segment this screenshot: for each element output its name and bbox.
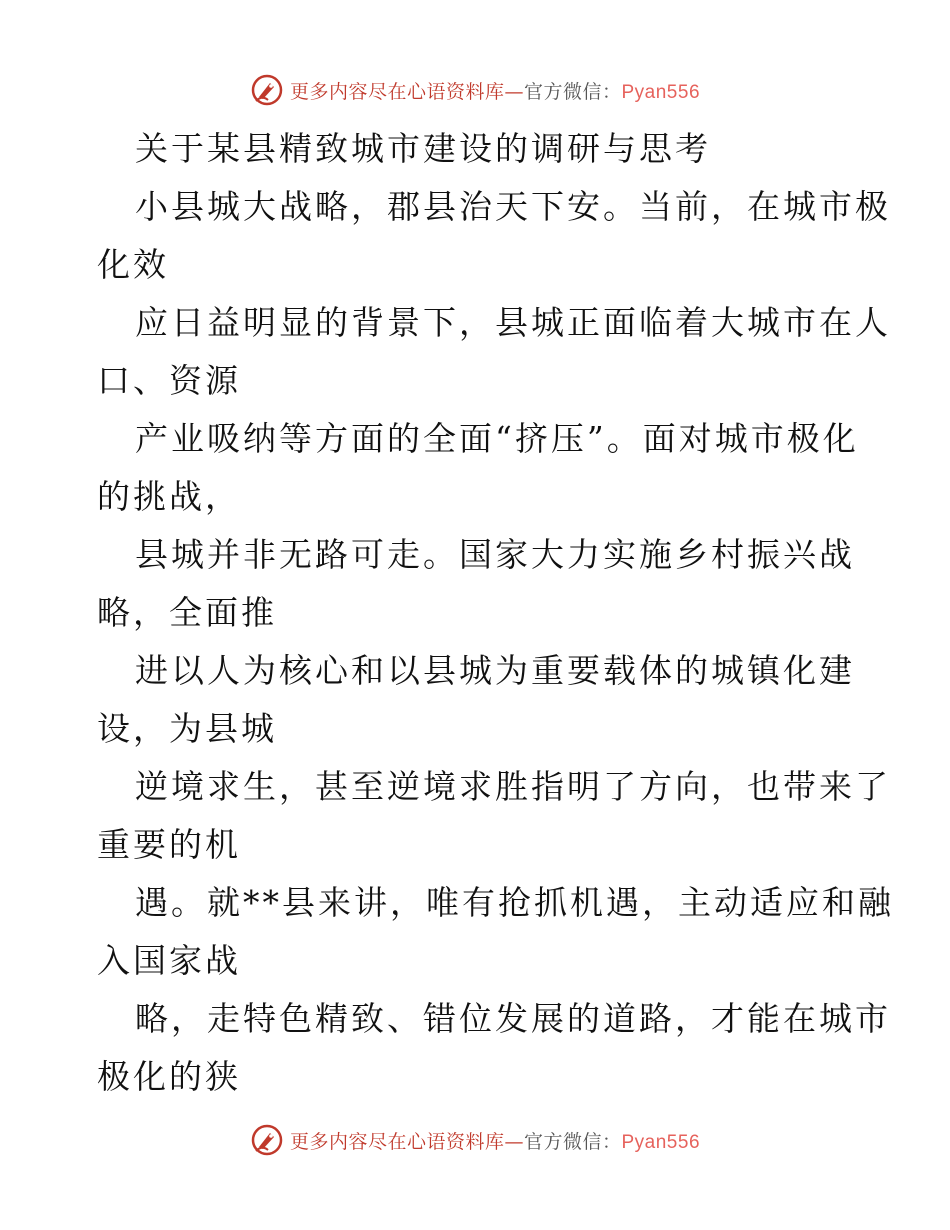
banner-brand: Pyan556 [621, 81, 701, 103]
document-line: 设，为县城 [97, 709, 277, 748]
document-line: 小县城大战略，郡县治天下安。当前，在城市极 [135, 187, 891, 226]
document-line: 进以人为核心和以县城为重要载体的城镇化建 [135, 651, 855, 690]
document-line: 遇。就**县来讲，唯有抢抓机遇，主动适应和融 [135, 883, 894, 922]
pen-nib-logo-icon [250, 73, 284, 107]
banner-wechat-label: 官方微信： [523, 80, 622, 103]
document-line: 略，全面推 [97, 593, 277, 632]
header-banner [0, 70, 950, 110]
footer-banner-content [250, 1123, 700, 1157]
header-banner-content [250, 73, 700, 107]
banner-dash: — [504, 1130, 524, 1153]
document-line: 口、资源 [97, 361, 241, 400]
document-line: 略，走特色精致、错位发展的道路，才能在城市 [135, 999, 891, 1038]
footer-banner-text [290, 1127, 700, 1154]
document-line: 产业吸纳等方面的全面“挤压”。面对城市极化 [135, 419, 859, 458]
document-line: 重要的机 [97, 825, 241, 864]
header-banner-text [290, 77, 700, 104]
document-line: 应日益明显的背景下，县城正面临着大城市在人 [135, 303, 891, 342]
document-line: 入国家战 [97, 941, 241, 980]
banner-lead: 更多内容尽在心语资料库 [289, 1130, 505, 1153]
document-line: 极化的狭 [97, 1057, 241, 1096]
banner-brand: Pyan556 [621, 1131, 701, 1153]
document-line: 的挑战， [97, 477, 241, 516]
footer-banner [0, 1120, 950, 1160]
banner-wechat-label: 官方微信： [523, 1130, 622, 1153]
document-title: 关于某县精致城市建设的调研与思考 [135, 129, 711, 168]
banner-dash: — [504, 80, 524, 103]
document-line: 逆境求生，甚至逆境求胜指明了方向，也带来了 [135, 767, 891, 806]
banner-lead: 更多内容尽在心语资料库 [289, 80, 505, 103]
document-lines [97, 178, 894, 1106]
document-line: 化效 [97, 245, 169, 284]
document-line: 县城并非无路可走。国家大力实施乡村振兴战 [135, 535, 855, 574]
pen-nib-logo-icon [250, 1123, 284, 1157]
document-body [97, 120, 894, 1106]
